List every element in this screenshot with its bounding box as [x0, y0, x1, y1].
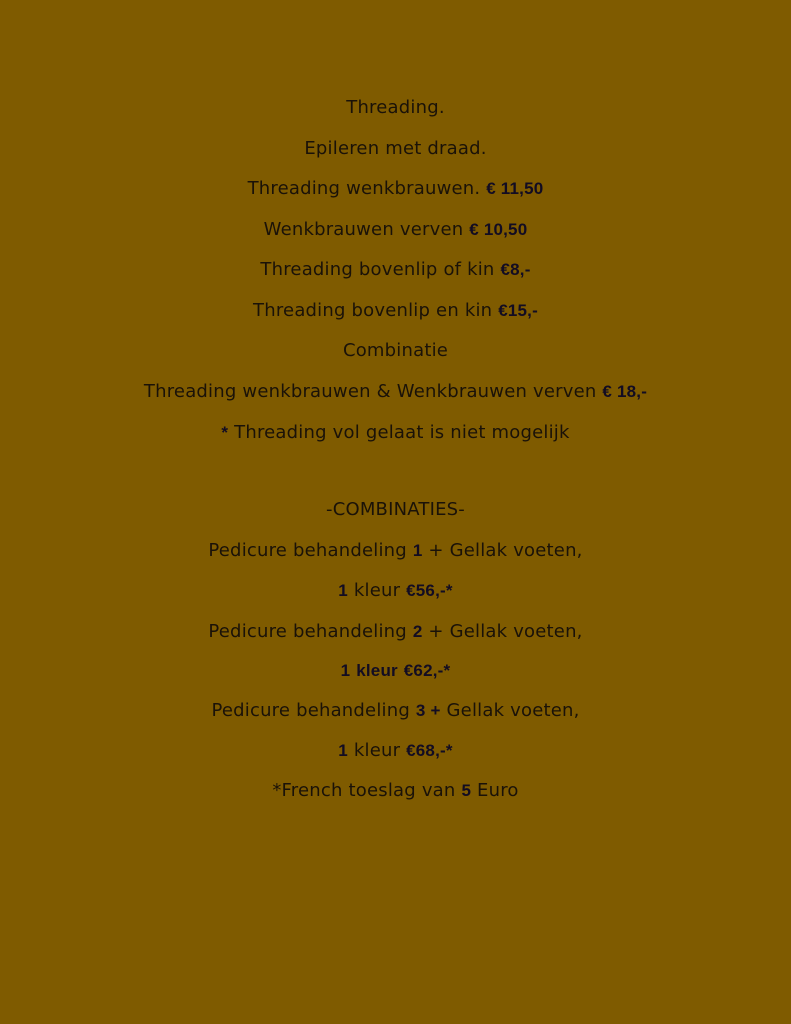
- combo-number: 2: [412, 622, 423, 641]
- item-label: Wenkbrauwen verven: [263, 219, 464, 240]
- combinaties-heading: -COMBINATIES-: [326, 499, 465, 520]
- price-item-wenkbrauwen-verven: [0, 218, 791, 242]
- item-price: € 11,50: [486, 179, 544, 198]
- item-price: € 10,50: [469, 220, 528, 239]
- combo-label: Pedicure behandeling: [208, 621, 407, 642]
- price-item-threading-wenkbrauwen: [0, 177, 791, 201]
- surcharge-label: *French toeslag van: [272, 780, 456, 801]
- item-price: €15,-: [498, 301, 538, 320]
- item-label: Threading wenkbrauwen & Wenkbrauwen verven: [143, 381, 597, 402]
- color-label: kleur: [356, 661, 398, 680]
- combo-price: €56,-*: [406, 581, 453, 600]
- combo-item-2: [0, 620, 791, 644]
- item-price: €8,-: [500, 260, 531, 279]
- combo-item-2-price: [0, 659, 791, 683]
- combinatie-heading: Combinatie: [342, 340, 449, 361]
- combo-label-suffix: + Gellak voeten,: [428, 621, 583, 642]
- threading-note: [0, 421, 791, 445]
- note-text: Threading vol gelaat is niet mogelijk: [234, 422, 570, 443]
- french-surcharge-note: [0, 779, 791, 803]
- color-count: 1: [338, 741, 348, 760]
- combo-number: 3 +: [415, 701, 441, 720]
- combo-price: €68,-*: [406, 741, 453, 760]
- threading-title: Threading.: [346, 97, 445, 118]
- price-item-bovenlip-en-kin: [0, 299, 791, 323]
- combo-label: Pedicure behandeling: [211, 700, 410, 721]
- surcharge-unit: Euro: [477, 780, 519, 801]
- item-label: Threading bovenlip of kin: [260, 259, 495, 280]
- combo-label: Pedicure behandeling: [208, 540, 407, 561]
- surcharge-amount: 5: [461, 781, 472, 800]
- color-label: kleur: [353, 580, 401, 601]
- item-label: Threading wenkbrauwen.: [247, 178, 481, 199]
- price-item-combinatie: [0, 380, 791, 404]
- price-item-bovenlip-of-kin: [0, 258, 791, 282]
- combo-number: 1: [412, 541, 423, 560]
- color-count: 1: [340, 661, 351, 680]
- note-asterisk: *: [221, 423, 229, 442]
- combo-label-suffix: + Gellak voeten,: [428, 540, 583, 561]
- item-label: Threading bovenlip en kin: [253, 300, 493, 321]
- item-price: € 18,-: [602, 382, 648, 401]
- combo-item-3-price: [0, 739, 791, 763]
- color-count: 1: [338, 581, 348, 600]
- combo-label-suffix: Gellak voeten,: [446, 700, 580, 721]
- combo-price: €62,-*: [403, 661, 451, 680]
- combo-item-1-price: [0, 579, 791, 603]
- combo-item-3: [0, 699, 791, 723]
- threading-subtitle: Epileren met draad.: [304, 138, 487, 159]
- combo-item-1: [0, 539, 791, 563]
- color-label: kleur: [353, 740, 401, 761]
